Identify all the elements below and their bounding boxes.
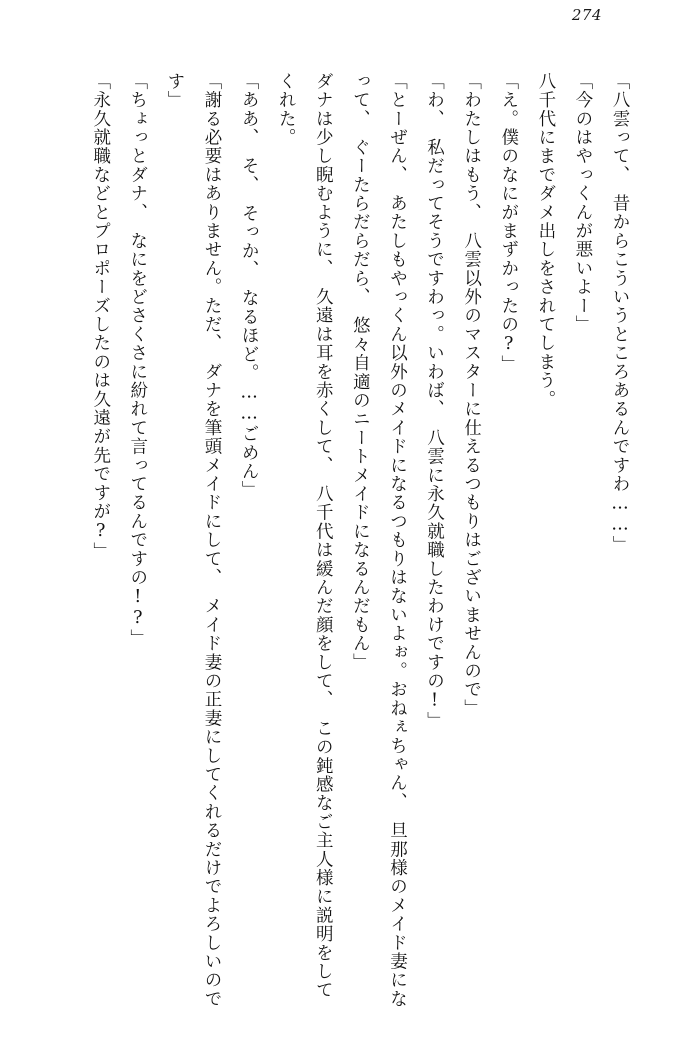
paragraph: 「謝る必要はありません。ただ、 ダナを筆頭メイドにして、 メイド妻の正妻にしてくれるだけでよろしいのです」	[164, 72, 222, 1009]
paragraph: 「ちょっとダナ、 なにをどさくさに紛れて言ってるんですの!?」	[127, 72, 148, 648]
paragraph: 「え。僕のなにがまずかったの?」	[498, 72, 519, 374]
paragraph: 「わ、 私だってそうですわっ。いわば、 八雲に永久就職したわけですの!」	[424, 72, 445, 731]
paragraph: 八千代にまでダメ出しをされてしまう。	[535, 72, 556, 409]
paragraph: 「とーぜん、 あたしもやっくん以外のメイドになるつもりはないよぉ。おねぇちゃん、 旦那様のメイド妻になって、 ぐーたらだらだら、 悠々自適のニートメイドになるんだもん」	[350, 72, 408, 1009]
paragraph: 「今のはやっくんが悪いよー」	[572, 72, 593, 334]
paragraph: 「八雲って、 昔からこういうところあるんですわ……」	[610, 72, 630, 555]
page-body-text	[36, 72, 638, 1014]
paragraph: 「わたしはもう、 八雲以外のマスターに仕えるつもりはございませんので」	[461, 72, 482, 718]
paragraph: 「永久就職などとプロポーズしたのは久遠が先ですが?」	[90, 72, 111, 561]
paragraph: ダナは少し睨むように、 久遠は耳を赤くして、 八千代は緩んだ顔をして、 この鈍感なご主人様に説明をしてくれた。	[276, 72, 334, 1000]
page-number: 274	[571, 6, 602, 24]
paragraph: 「ああ、 そ、 そっか、 なるほど。……ごめん」	[239, 72, 260, 500]
